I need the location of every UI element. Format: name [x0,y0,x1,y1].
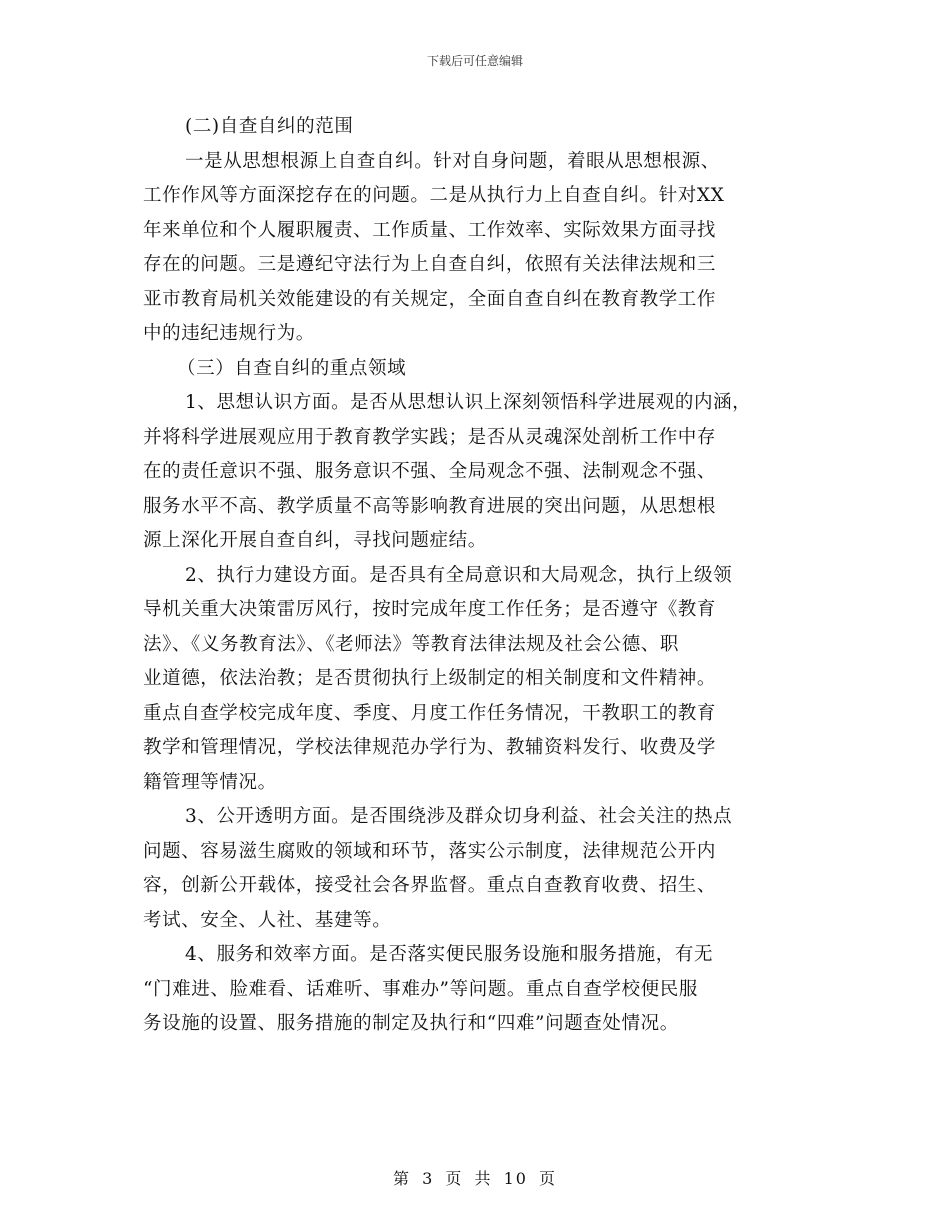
document-body [143,110,823,1042]
text-line: 年来单位和个人履职履责、工作质量、工作效率、实际效果方面寻找 [143,219,717,241]
text-line: 1、思想认识方面。是否从思想认识上深刻领悟科学进展观的内涵， [185,392,752,413]
text-line: 一是从思想根源上自查自纠。针对自身问题，着眼从思想根源、 [185,150,720,172]
footer-prefix: 第 [392,1169,411,1188]
text-line: 业道德，依法治教；是否贯彻执行上级制定的相关制度和文件精神。 [143,668,717,689]
page-header: 下载后可任意编辑 [426,54,523,68]
text-line: 中的违纪违规行为。 [143,323,315,344]
footer-total-pages: 10 [503,1169,528,1188]
text-line: 工作作风等方面深挖存在的问题。二是从执行力上自查自纠。针对XX [143,185,725,206]
text-line: 4、服务和效率方面。是否落实便民服务设施和服务措施，有无 [185,944,714,965]
text-line: （三）自查自纠的重点领域 [177,357,407,379]
page-footer [0,1166,950,1189]
text-line: 问题、容易滋生腐败的领域和环节，落实公示制度，法律规范公开内 [143,840,717,862]
text-line: 源上深化开展自查自纠，寻找问题症结。 [143,530,487,551]
text-line: 容，创新公开载体，接受社会各界监督。重点自查教育收费、招生、 [143,875,717,896]
text-line: 导机关重大决策雷厉风行，按时完成年度工作任务；是否遵守《教育 [143,599,717,620]
text-line: 考试、安全、人社、基建等。 [143,909,392,931]
text-line: 并将科学进展观应用于教育教学实践；是否从灵魂深处剖析工作中存 [143,426,717,448]
text-line: 务设施的设置、服务措施的制定及执行和“四难”问题查处情况。 [143,1013,679,1034]
text-line: 服务水平不高、教学质量不高等影响教育进展的突出问题，从思想根 [143,495,717,517]
text-line: 2、执行力建设方面。是否具有全局意识和大局观念，执行上级领 [185,564,733,586]
text-line: 存在的问题。三是遵纪守法行为上自查自纠，依照有关法律法规和三 [143,254,717,275]
text-line: 在的责任意识不强、服务意识不强、全局观念不强、法制观念不强、 [143,461,717,482]
footer-current-page: 3 [422,1169,435,1188]
text-line: 重点自查学校完成年度、季度、月度工作任务情况，干教职工的教育 [143,702,717,724]
footer-suffix: 页 [539,1169,558,1188]
text-line: 教学和管理情况，学校法律规范办学行为、教辅资料发行、收费及学 [143,737,717,758]
text-line: 3、公开透明方面。是否围绕涉及群众切身利益、社会关注的热点 [185,806,733,827]
footer-page-word: 页 [445,1169,464,1188]
text-line: 亚市教育局机关效能建设的有关规定，全面自查自纠在教育教学工作 [143,288,717,310]
text-line: “门难进、脸难看、话难听、事难办”等问题。重点自查学校便民服 [143,978,698,1000]
text-line: 籍管理等情况。 [143,771,277,793]
text-line: (二)自查自纠的范围 [185,116,354,137]
text-line: 法》、《义务教育法》、《老师法》等教育法律法规及社会公德、职 [143,633,680,655]
footer-total-prefix: 共 [474,1169,493,1188]
